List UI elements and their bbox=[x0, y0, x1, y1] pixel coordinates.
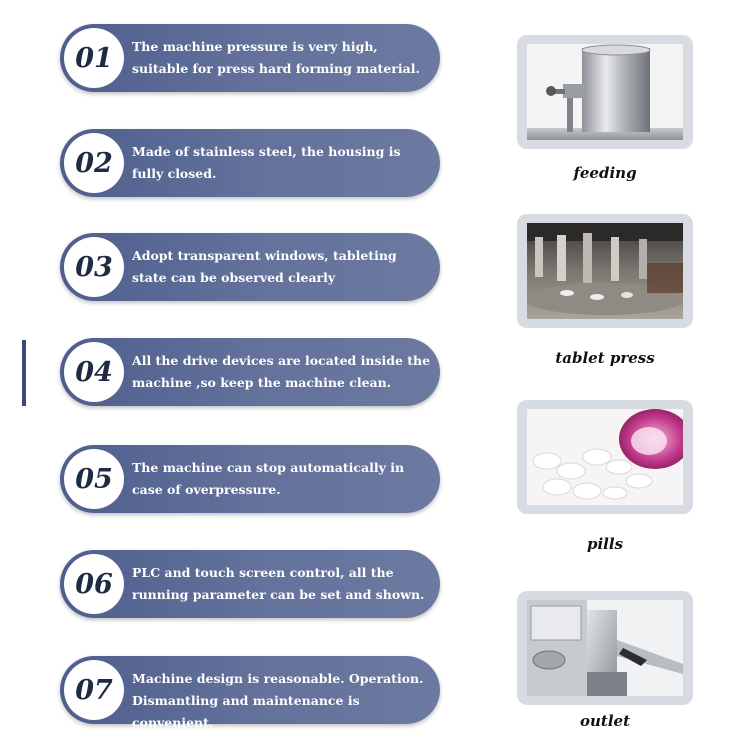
feature-text: The machine can stop automatically in case of overpressure. bbox=[132, 460, 405, 497]
feature-text: All the drive devices are located inside the machine ,so keep the machine clean. bbox=[132, 353, 431, 390]
feature-text: Adopt transparent windows, tableting state can be observed clearly bbox=[132, 248, 397, 285]
feature-text: Machine design is reasonable. Operation. Dismantling and maintenance is convenient. bbox=[132, 671, 424, 730]
feeding-photo bbox=[527, 44, 683, 140]
outlet-illustration bbox=[527, 600, 683, 696]
photo-frame-outlet bbox=[517, 591, 693, 705]
feeding-hopper-illustration bbox=[527, 44, 683, 140]
feature-text: The machine pressure is very high, suitable for press hard forming material. bbox=[132, 39, 420, 76]
caption-pills: pills bbox=[586, 535, 624, 553]
feature-04 bbox=[60, 338, 440, 406]
outlet-photo bbox=[527, 600, 683, 696]
feature-number: 06 bbox=[64, 554, 124, 614]
feature-number: 02 bbox=[64, 133, 124, 193]
side-accent-rule bbox=[22, 340, 26, 406]
feature-text: Made of stainless steel, the housing is fully closed. bbox=[132, 144, 401, 181]
feature-number: 07 bbox=[64, 660, 124, 720]
feature-number: 05 bbox=[64, 449, 124, 509]
photo-frame-pills bbox=[517, 400, 693, 514]
tablet-press-photo bbox=[527, 223, 683, 319]
feature-03 bbox=[60, 233, 440, 301]
feature-text: PLC and touch screen control, all the running parameter can be set and shown. bbox=[132, 565, 425, 602]
caption-tablet-press: tablet press bbox=[555, 349, 655, 367]
feature-05 bbox=[60, 445, 440, 513]
feature-02 bbox=[60, 129, 440, 197]
caption-feeding: feeding bbox=[573, 164, 637, 182]
photo-frame-feeding bbox=[517, 35, 693, 149]
pills-photo bbox=[527, 409, 683, 505]
feature-number: 03 bbox=[64, 237, 124, 297]
photo-frame-tablet-press bbox=[517, 214, 693, 328]
feature-07 bbox=[60, 656, 440, 730]
pills-illustration bbox=[527, 409, 683, 505]
caption-outlet: outlet bbox=[579, 712, 630, 730]
feature-01 bbox=[60, 24, 440, 92]
feature-06 bbox=[60, 550, 440, 618]
tablet-press-illustration bbox=[527, 223, 683, 319]
feature-number: 04 bbox=[64, 342, 124, 402]
feature-number: 01 bbox=[64, 28, 124, 88]
